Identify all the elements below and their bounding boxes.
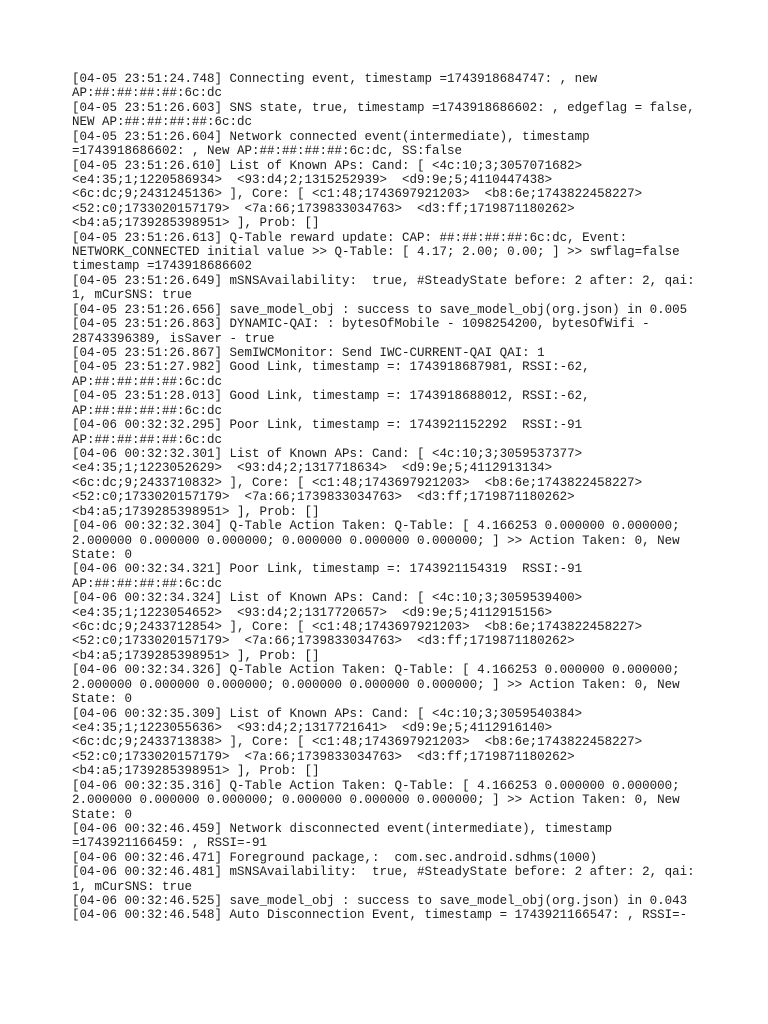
log-line: [04-05 23:51:24.748] Connecting event, timestamp =1743918684747: , new bbox=[72, 72, 598, 86]
log-line: [04-06 00:32:32.301] List of Known APs: Cand: [ <4c:10;3;3059537377> bbox=[72, 446, 583, 461]
log-line: [04-05 23:51:28.013] Good Link, timestamp =: 1743918688012, RSSI:-62, bbox=[72, 389, 590, 404]
log-line: <6c:dc;9;2433713838> ], Core: [ <c1:48;1743697921203> <b8:6e;1743822458227> bbox=[72, 735, 643, 750]
log-line: [04-06 00:32:46.471] Foreground package,: com.sec.android.sdhms(1000) bbox=[72, 850, 598, 865]
log-line: [04-06 00:32:34.321] Poor Link, timestamp =: 1743921154319 RSSI:-91 bbox=[72, 562, 583, 577]
log-entry bbox=[72, 130, 732, 159]
log-entry bbox=[72, 591, 732, 663]
log-line: [04-05 23:51:26.867] SemIWCMonitor: Send IWC-CURRENT-QAI QAI: 1 bbox=[72, 346, 545, 361]
log-line: <52:c0;1733020157179> <7a:66;1739833034763> <d3:ff;1719871180262> bbox=[72, 634, 575, 649]
log-body bbox=[72, 72, 732, 923]
log-line: 2.000000 0.000000 0.000000; 0.000000 0.000000 0.000000; ] >> Action Taken: 0, New bbox=[72, 533, 680, 548]
log-entry bbox=[72, 274, 732, 303]
log-line: [04-05 23:51:26.656] save_model_obj : success to save_model_obj(org.json) in 0.005 bbox=[72, 302, 688, 317]
log-entry bbox=[72, 447, 732, 519]
log-line: [04-06 00:32:32.295] Poor Link, timestamp =: 1743921152292 RSSI:-91 bbox=[72, 418, 583, 433]
log-entry bbox=[72, 360, 732, 389]
log-line: <b4:a5;1739285398951> ], Prob: [] bbox=[72, 216, 320, 231]
log-line: [04-06 00:32:46.481] mSNSAvailability: true, #SteadyState before: 2 after: 2, qai: bbox=[72, 865, 695, 880]
log-line: [04-05 23:51:26.603] SNS state, true, timestamp =1743918686602: , edgeflag = false, bbox=[72, 100, 695, 115]
log-entry bbox=[72, 779, 732, 822]
log-entry bbox=[72, 908, 732, 922]
log-entry bbox=[72, 663, 732, 706]
log-line: NETWORK_CONNECTED initial value >> Q-Table: [ 4.17; 2.00; 0.00; ] >> swflag=false bbox=[72, 245, 680, 260]
log-line: <52:c0;1733020157179> <7a:66;1739833034763> <d3:ff;1719871180262> bbox=[72, 490, 575, 505]
log-entry bbox=[72, 346, 732, 360]
log-line: <b4:a5;1739285398951> ], Prob: [] bbox=[72, 504, 320, 519]
log-line: State: 0 bbox=[72, 547, 133, 562]
log-entry bbox=[72, 562, 732, 591]
log-line: [04-06 00:32:46.525] save_model_obj : success to save_model_obj(org.json) in 0.043 bbox=[72, 894, 688, 909]
log-entry bbox=[72, 389, 732, 418]
log-line: <b4:a5;1739285398951> ], Prob: [] bbox=[72, 764, 320, 779]
log-line: 1, mCurSNS: true bbox=[72, 288, 193, 303]
log-line: 2.000000 0.000000 0.000000; 0.000000 0.000000 0.000000; ] >> Action Taken: 0, New bbox=[72, 793, 680, 808]
log-line: [04-06 00:32:34.324] List of Known APs: Cand: [ <4c:10;3;3059539400> bbox=[72, 591, 583, 606]
log-line: [04-05 23:51:27.982] Good Link, timestamp =: 1743918687981, RSSI:-62, bbox=[72, 360, 590, 375]
log-line: <e4:35;1;1223055636> <93:d4;2;1317721641> <d9:9e;5;4112916140> bbox=[72, 720, 553, 735]
log-line: 2.000000 0.000000 0.000000; 0.000000 0.000000 0.000000; ] >> Action Taken: 0, New bbox=[72, 677, 680, 692]
log-line: AP:##:##:##:##:6c:dc bbox=[72, 374, 223, 389]
log-line: [04-06 00:32:32.304] Q-Table Action Taken: Q-Table: [ 4.166253 0.000000 0.000000; bbox=[72, 519, 680, 534]
log-line: AP:##:##:##:##:6c:dc bbox=[72, 403, 223, 418]
log-line: [04-05 23:51:26.604] Network connected event(intermediate), timestamp bbox=[72, 129, 590, 144]
log-line: NEW AP:##:##:##:##:6c:dc bbox=[72, 115, 253, 130]
log-line: [04-06 00:32:35.309] List of Known APs: Cand: [ <4c:10;3;3059540384> bbox=[72, 706, 583, 721]
log-line: 28743396389, isSaver - true bbox=[72, 331, 275, 346]
log-entry bbox=[72, 822, 732, 851]
log-entry bbox=[72, 418, 732, 447]
log-line: [04-05 23:51:26.649] mSNSAvailability: true, #SteadyState before: 2 after: 2, qai: bbox=[72, 273, 695, 288]
log-line: [04-05 23:51:26.610] List of Known APs: Cand: [ <4c:10;3;3057071682> bbox=[72, 158, 583, 173]
log-entry bbox=[72, 159, 732, 231]
log-line: State: 0 bbox=[72, 807, 133, 822]
log-line: [04-06 00:32:46.459] Network disconnected event(intermediate), timestamp bbox=[72, 821, 613, 836]
log-line: [04-06 00:32:46.548] Auto Disconnection Event, timestamp = 1743921166547: , RSSI=- bbox=[72, 908, 688, 923]
log-entry bbox=[72, 72, 732, 101]
log-line: =1743918686602: , New AP:##:##:##:##:6c:dc, SS:false bbox=[72, 144, 463, 159]
log-line: 1, mCurSNS: true bbox=[72, 879, 193, 894]
log-line: <e4:35;1;1220586934> <93:d4;2;1315252939> <d9:9e;5;4110447438> bbox=[72, 172, 553, 187]
log-line: =1743921166459: , RSSI=-91 bbox=[72, 836, 268, 851]
log-entry bbox=[72, 865, 732, 894]
log-line: AP:##:##:##:##:6c:dc bbox=[72, 86, 223, 101]
log-line: <b4:a5;1739285398951> ], Prob: [] bbox=[72, 648, 320, 663]
log-line: <6c:dc;9;2433712854> ], Core: [ <c1:48;1743697921203> <b8:6e;1743822458227> bbox=[72, 620, 643, 635]
log-line: <52:c0;1733020157179> <7a:66;1739833034763> <d3:ff;1719871180262> bbox=[72, 749, 575, 764]
log-line: <e4:35;1;1223052629> <93:d4;2;1317718634> <d9:9e;5;4112913134> bbox=[72, 461, 553, 476]
log-entry bbox=[72, 851, 732, 865]
log-entry bbox=[72, 894, 732, 908]
log-entry bbox=[72, 101, 732, 130]
log-line: <6c:dc;9;2431245136> ], Core: [ <c1:48;1743697921203> <b8:6e;1743822458227> bbox=[72, 187, 643, 202]
log-line: [04-06 00:32:34.326] Q-Table Action Taken: Q-Table: [ 4.166253 0.000000 0.000000; bbox=[72, 663, 680, 678]
log-line: <52:c0;1733020157179> <7a:66;1739833034763> <d3:ff;1719871180262> bbox=[72, 201, 575, 216]
log-line: <e4:35;1;1223054652> <93:d4;2;1317720657> <d9:9e;5;4112915156> bbox=[72, 605, 553, 620]
log-entry bbox=[72, 519, 732, 562]
log-entry bbox=[72, 231, 732, 274]
log-line: AP:##:##:##:##:6c:dc bbox=[72, 576, 223, 591]
log-line: State: 0 bbox=[72, 692, 133, 707]
log-line: timestamp =1743918686602 bbox=[72, 259, 253, 274]
log-line: AP:##:##:##:##:6c:dc bbox=[72, 432, 223, 447]
log-entry bbox=[72, 303, 732, 317]
log-line: <6c:dc;9;2433710832> ], Core: [ <c1:48;1743697921203> <b8:6e;1743822458227> bbox=[72, 475, 643, 490]
log-line: [04-05 23:51:26.863] DYNAMIC-QAI: : bytesOfMobile - 1098254200, bytesOfWifi - bbox=[72, 317, 650, 332]
log-entry bbox=[72, 317, 732, 346]
log-line: [04-05 23:51:26.613] Q-Table reward update: CAP: ##:##:##:##:6c:dc, Event: bbox=[72, 230, 628, 245]
log-entry bbox=[72, 707, 732, 779]
log-line: [04-06 00:32:35.316] Q-Table Action Taken: Q-Table: [ 4.166253 0.000000 0.000000; bbox=[72, 778, 680, 793]
